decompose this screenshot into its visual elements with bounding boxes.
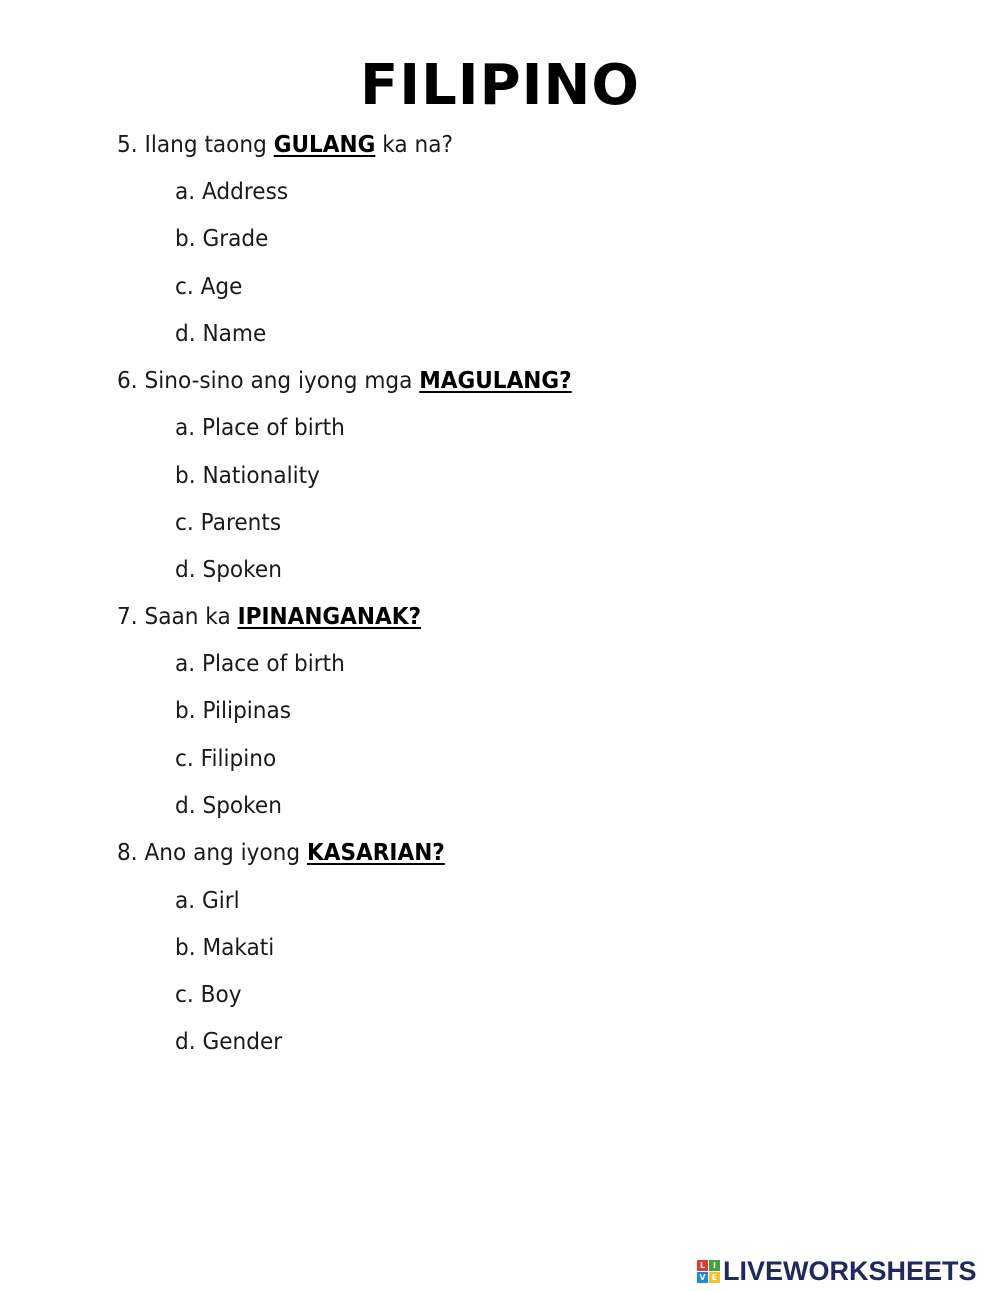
option-5c[interactable]: [175, 273, 242, 301]
option-letter: a.: [175, 179, 196, 205]
option-text: Pilipinas: [202, 698, 292, 724]
question-6: [117, 367, 572, 395]
question-8: [117, 839, 445, 867]
option-text: Parents: [200, 510, 282, 536]
option-letter: a.: [175, 888, 196, 914]
option-letter: d.: [175, 793, 196, 819]
option-text: Filipino: [200, 746, 277, 772]
option-7d[interactable]: [175, 792, 282, 820]
question-keyword: IPINANGANAK?: [237, 604, 422, 630]
option-6c[interactable]: [175, 509, 281, 537]
option-text: Address: [201, 179, 289, 205]
brand-name: LIVEWORKSHEETS: [723, 1255, 977, 1286]
option-6d[interactable]: [175, 556, 282, 584]
option-letter: b.: [175, 935, 196, 961]
option-5a[interactable]: [175, 178, 288, 206]
question-number: 7.: [117, 604, 138, 630]
logo-letter: V: [697, 1272, 708, 1283]
question-keyword: KASARIAN?: [306, 840, 445, 866]
option-6a[interactable]: [175, 414, 345, 442]
question-number: 5.: [117, 132, 138, 158]
option-letter: b.: [175, 698, 196, 724]
option-letter: d.: [175, 557, 196, 583]
option-8a[interactable]: [175, 887, 240, 915]
option-text: Place of birth: [201, 415, 345, 441]
question-number: 6.: [117, 368, 138, 394]
option-7c[interactable]: [175, 745, 276, 773]
option-letter: b.: [175, 226, 196, 252]
option-8d[interactable]: [175, 1028, 282, 1056]
liveworksheets-logo-icon: [697, 1260, 720, 1283]
logo-letter: L: [697, 1260, 708, 1271]
question-7: [117, 603, 421, 631]
question-suffix: ka na?: [382, 132, 453, 158]
option-text: Girl: [201, 888, 240, 914]
option-letter: a.: [175, 415, 196, 441]
question-prefix: Sino-sino ang iyong mga: [144, 368, 413, 394]
logo-letter: I: [709, 1260, 720, 1271]
option-text: Gender: [202, 1029, 283, 1055]
option-letter: a.: [175, 651, 196, 677]
question-prefix: Ilang taong: [144, 132, 267, 158]
option-7a[interactable]: [175, 650, 345, 678]
option-letter: c.: [175, 510, 194, 536]
option-letter: b.: [175, 463, 196, 489]
option-letter: c.: [175, 746, 194, 772]
option-8b[interactable]: [175, 934, 274, 962]
option-text: Age: [200, 274, 243, 300]
option-text: Name: [202, 321, 267, 347]
page-title: FILIPINO: [360, 53, 640, 118]
option-8c[interactable]: [175, 981, 242, 1009]
option-5b[interactable]: [175, 225, 268, 253]
option-letter: d.: [175, 321, 196, 347]
option-letter: c.: [175, 982, 194, 1008]
question-number: 8.: [117, 840, 138, 866]
question-prefix: Ano ang iyong: [144, 840, 301, 866]
option-6b[interactable]: [175, 462, 320, 490]
option-letter: c.: [175, 274, 194, 300]
option-text: Place of birth: [201, 651, 345, 677]
option-text: Spoken: [202, 793, 282, 819]
option-text: Grade: [202, 226, 269, 252]
option-5d[interactable]: [175, 320, 266, 348]
question-5: [117, 131, 453, 159]
option-7b[interactable]: [175, 697, 291, 725]
question-keyword: MAGULANG?: [419, 368, 572, 394]
option-letter: d.: [175, 1029, 196, 1055]
option-text: Spoken: [202, 557, 282, 583]
question-keyword: GULANG: [273, 132, 376, 158]
question-prefix: Saan ka: [144, 604, 231, 630]
liveworksheets-brand[interactable]: [697, 1256, 977, 1286]
logo-letter: E: [709, 1272, 720, 1283]
option-text: Makati: [202, 935, 275, 961]
option-text: Nationality: [202, 463, 320, 489]
option-text: Boy: [200, 982, 242, 1008]
